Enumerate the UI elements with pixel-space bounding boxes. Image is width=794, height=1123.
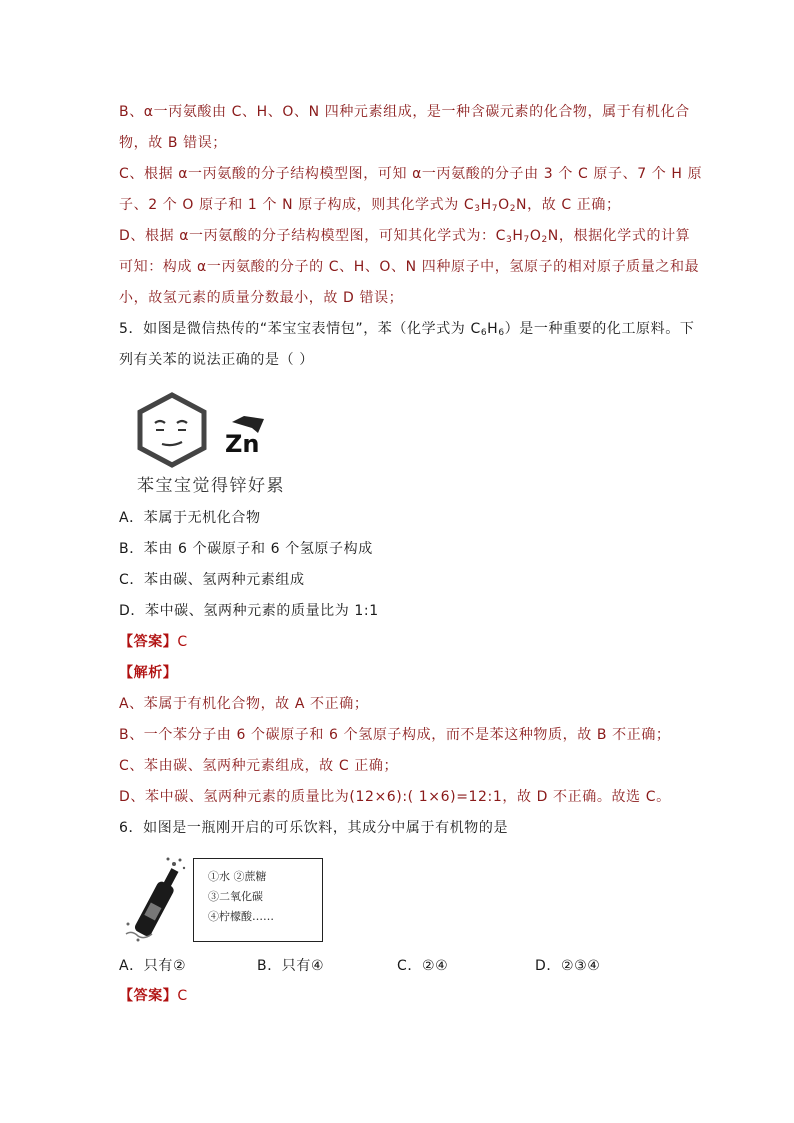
q5-stem-line2: 列有关苯的说法正确的是（ ） <box>119 352 314 368</box>
cola-figure <box>118 854 328 946</box>
q6-stem: 6．如图是一瓶刚开启的可乐饮料，其成分中属于有机物的是 <box>119 820 509 836</box>
q6-choice-a: A．只有② <box>119 958 187 974</box>
ingredient-box <box>193 858 323 942</box>
q5-option-b: B．苯由 6 个碳原子和 6 个氢原子构成 <box>119 541 373 557</box>
benzene-meme-figure <box>132 392 285 496</box>
cola-bottle-icon <box>118 854 198 946</box>
analysis-c-line2: 子、2 个 O 原子和 1 个 N 原子构成，则其化学式为 $C_3H_7O_2N$，故 C 正确； <box>119 197 621 214</box>
q6-choice-c: C．②④ <box>397 958 449 974</box>
ingredient-line-3: ④柠檬酸…… <box>208 910 274 923</box>
ingredient-line-1: ①水 ②蔗糖 <box>208 870 267 883</box>
q5-stem-line1: 5．如图是微信热传的“苯宝宝表情包”，苯（化学式为 $C_6H_6$）是一种重要的化工原料。下 <box>119 321 695 338</box>
q5-analysis-title: 【解析】 <box>119 665 178 681</box>
q6-choice-d: D．②③④ <box>535 958 601 974</box>
benzene-face-icon <box>132 392 282 472</box>
q5-option-a: A．苯属于无机化合物 <box>119 510 261 526</box>
analysis-c-line1: C、根据 α一丙氨酸的分子结构模型图，可知 α一丙氨酸的分子由 3 个 C 原子、7 个 H 原 <box>119 166 703 182</box>
q6-choice-b: B．只有④ <box>257 958 325 974</box>
meme-caption: 苯宝宝觉得锌好累 <box>137 476 285 496</box>
analysis-b-line1: B、α一丙氨酸由 C、H、O、N 四种元素组成，是一种含碳元素的化合物，属于有机化合 <box>119 104 690 120</box>
analysis-b-line2: 物，故 B 错误； <box>119 135 227 151</box>
q5-option-c: C．苯由碳、氢两种元素组成 <box>119 572 305 588</box>
q5-option-d: D．苯中碳、氢两种元素的质量比为 1:1 <box>119 603 379 619</box>
q5-answer: 【答案】C <box>119 634 188 650</box>
analysis-d-line2: 可知：构成 α一丙氨酸的分子的 C、H、O、N 四种原子中，氢原子的相对原子质量之和最 <box>119 259 700 275</box>
q5-analysis-a: A、苯属于有机化合物，故 A 不正确； <box>119 696 369 712</box>
q5-analysis-c: C、苯由碳、氢两种元素组成，故 C 正确； <box>119 758 399 774</box>
analysis-d-line3: 小，故氢元素的质量分数最小，故 D 错误； <box>119 290 404 306</box>
q6-answer: 【答案】C <box>119 988 188 1004</box>
analysis-d-line1: D、根据 α一丙氨酸的分子结构模型图，可知其化学式为：$C_3H_7O_2N$，根据化学式的计算 <box>119 228 691 245</box>
q5-analysis-b: B、一个苯分子由 6 个碳原子和 6 个氢原子构成，而不是苯这种物质，故 B 不正确； <box>119 727 671 743</box>
zinc-label: Zn <box>225 430 260 458</box>
ingredient-line-2: ③二氧化碳 <box>208 890 263 903</box>
q5-analysis-d: D、苯中碳、氢两种元素的质量比为(12×6):( 1×6)=12:1，故 D 不正确。故选 C。 <box>119 789 671 805</box>
